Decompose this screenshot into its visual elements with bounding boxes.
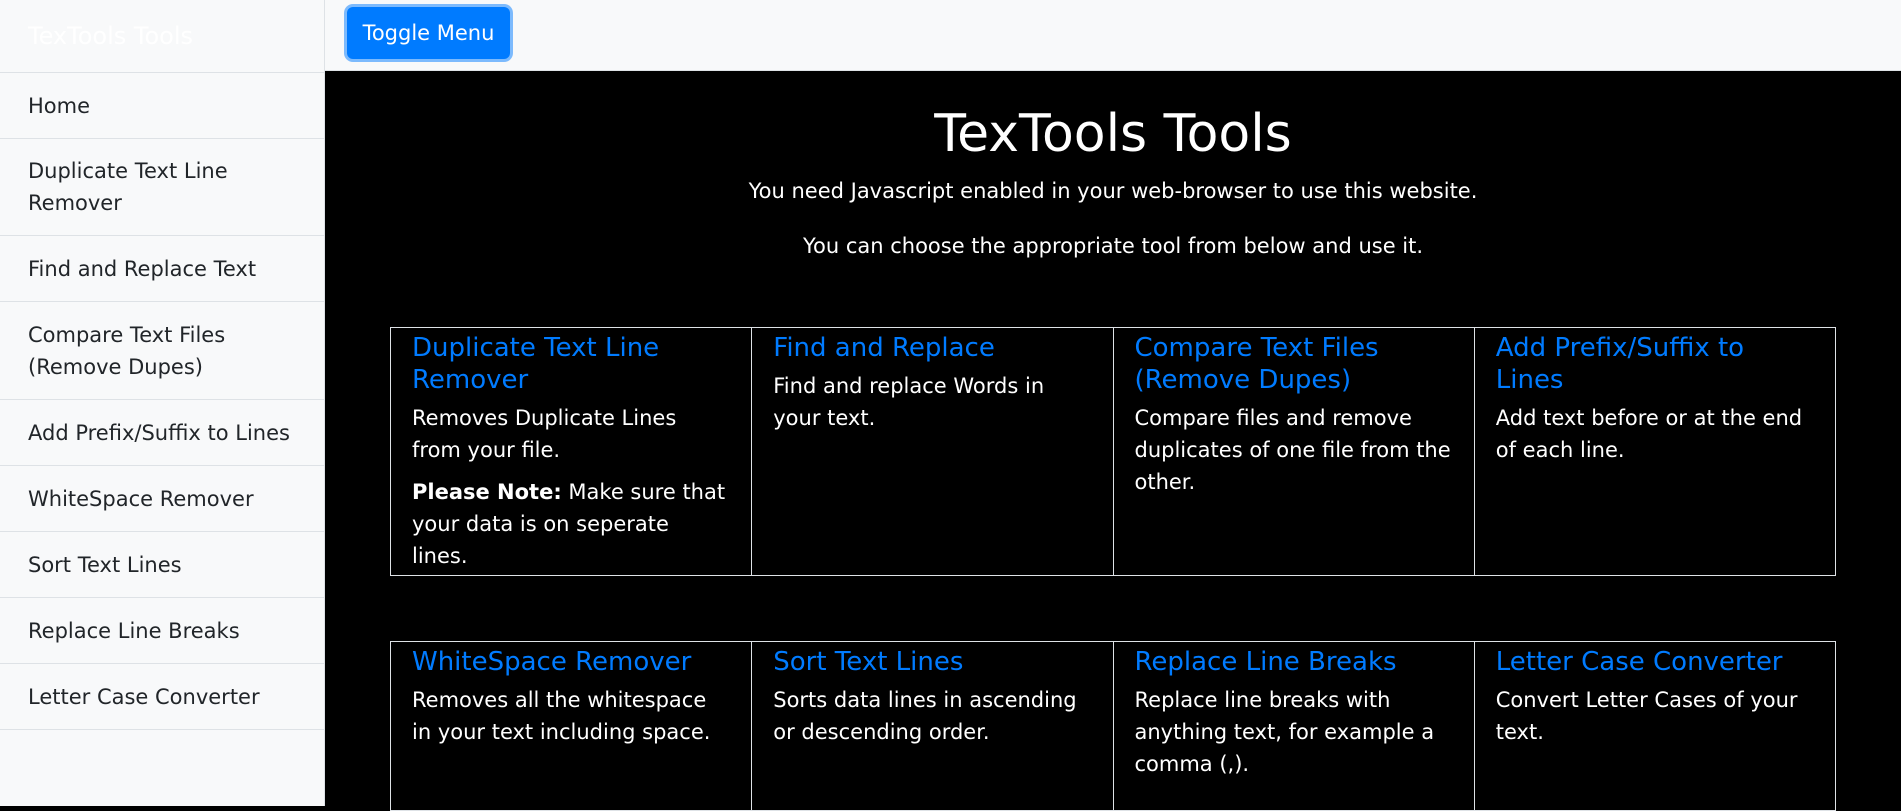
tool-card-letter-case [1475, 641, 1836, 811]
tool-card-row [390, 327, 1836, 576]
tool-card-prefix-suffix [1475, 327, 1836, 576]
card-description: Find and replace Words in your text. [773, 374, 1045, 430]
sidebar [0, 0, 325, 806]
tool-card-compare-files [1114, 327, 1475, 576]
main-content [325, 71, 1901, 806]
sidebar-item-whitespace-remover[interactable]: WhiteSpace Remover [0, 466, 324, 532]
card-title-link[interactable]: Compare Text Files (Remove Dupes) [1134, 333, 1379, 395]
card-title-link[interactable]: Add Prefix/Suffix to Lines [1495, 333, 1745, 395]
card-description: Compare files and remove duplicates of one file from the other. [1134, 406, 1451, 494]
sidebar-item-home[interactable]: Home [0, 73, 324, 139]
tool-card-replace-line-breaks [1114, 641, 1475, 811]
note-text: Make sure that your data is on seperate lines. [412, 480, 726, 568]
card-title-link[interactable]: Letter Case Converter [1495, 647, 1783, 677]
sidebar-item-compare-text-files[interactable]: Compare Text Files (Remove Dupes) [0, 302, 324, 400]
card-description: Replace line breaks with anything text, for example a comma (,). [1134, 688, 1435, 776]
card-description: Removes Duplicate Lines from your file. [412, 406, 677, 462]
top-navbar [325, 0, 1901, 71]
card-title-link[interactable]: Sort Text Lines [773, 647, 964, 677]
note-label: Please Note: [412, 480, 562, 504]
card-description: Convert Letter Cases of your text. [1495, 688, 1798, 744]
card-title-link[interactable]: Duplicate Text Line Remover [412, 333, 660, 395]
intro-choose-tool: You can choose the appropriate tool from below and use it. [802, 234, 1424, 258]
card-title-link[interactable]: Replace Line Breaks [1134, 647, 1397, 677]
card-description: Add text before or at the end of each line. [1495, 406, 1803, 462]
tool-card-whitespace-remover [390, 641, 752, 811]
tool-card-find-replace [752, 327, 1113, 576]
sidebar-item-replace-line-breaks[interactable]: Replace Line Breaks [0, 598, 324, 664]
tool-card-duplicate-remover [390, 327, 752, 576]
tool-card-row [390, 641, 1836, 811]
card-description: Sorts data lines in ascending or descending order. [773, 688, 1077, 744]
tool-card-sort-lines [752, 641, 1113, 811]
sidebar-item-sort-text-lines[interactable]: Sort Text Lines [0, 532, 324, 598]
card-title-link[interactable]: WhiteSpace Remover [412, 647, 692, 677]
card-note [412, 476, 730, 572]
card-title-link[interactable]: Find and Replace [773, 333, 995, 363]
sidebar-item-find-and-replace-text[interactable]: Find and Replace Text [0, 236, 324, 302]
sidebar-brand: TexTools Tools [0, 0, 324, 73]
intro-javascript-notice: You need Javascript enabled in your web-browser to use this website. [748, 179, 1478, 203]
page-title: TexTools Tools [934, 104, 1292, 164]
sidebar-item-add-prefix-suffix[interactable]: Add Prefix/Suffix to Lines [0, 400, 324, 466]
sidebar-item-duplicate-text-line-remover[interactable]: Duplicate Text Line Remover [0, 139, 324, 236]
toggle-menu-button[interactable]: Toggle Menu [347, 7, 510, 59]
card-description: Removes all the whitespace in your text including space. [412, 688, 711, 744]
sidebar-item-letter-case-converter[interactable]: Letter Case Converter [0, 664, 324, 730]
